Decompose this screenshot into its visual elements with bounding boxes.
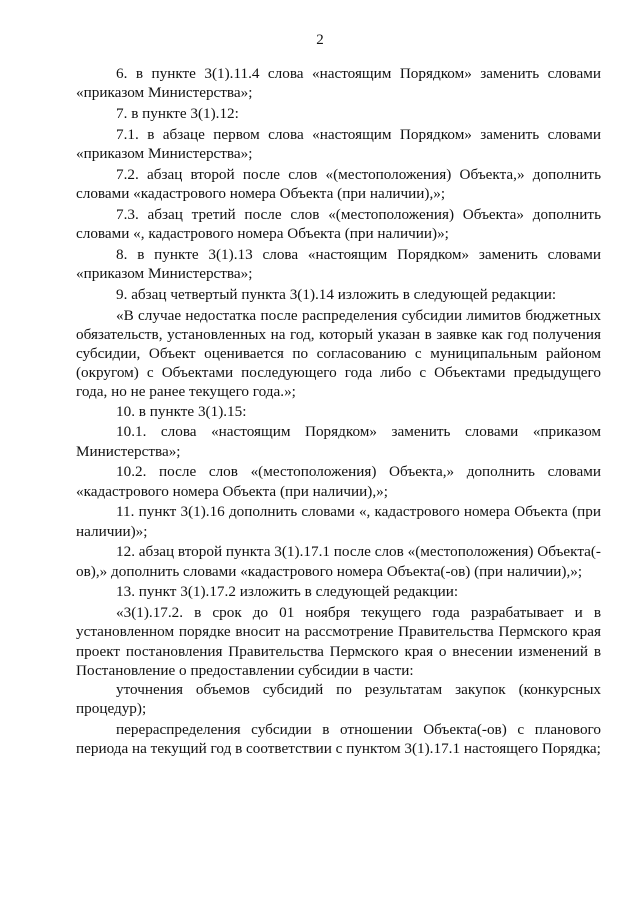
paragraph-item-7: 7. в пункте 3(1).12:	[116, 105, 239, 122]
paragraph-clarification: уточнения объемов субсидий по результатам закупок (конкурсных процедур);	[76, 681, 601, 718]
quoted-paragraph-3-1-14: «В случае недостатка после распределения субсидии лимитов бюджетных обязательств, установленных на год, который указан в заявке как год получения субсидии, Объект оценивается по согласованию с муниципальным районом (округом) с Объектами последующего года либо с Объектами предыдущего года, но не ранее текущего года.»;	[76, 306, 601, 401]
paragraph-item-10-1: 10.1. слова «настоящим Порядком» заменить словами «приказом Министерства»;	[76, 423, 601, 460]
page-number: 2	[316, 32, 324, 48]
paragraph-item-10-2: 10.2. после слов «(местоположения) Объекта,» дополнить словами «кадастрового номера Объекта (при наличии),»;	[76, 463, 601, 500]
paragraph-item-7-2: 7.2. абзац второй после слов «(местоположения) Объекта,» дополнить словами «кадастрового номера Объекта (при наличии),»;	[76, 165, 601, 202]
paragraph-item-7-1: 7.1. в абзаце первом слова «настоящим Порядком» заменить словами «приказом Министерства»;	[76, 125, 601, 162]
paragraph-item-11: 11. пункт 3(1).16 дополнить словами «, кадастрового номера Объекта (при наличии)»;	[76, 503, 601, 540]
paragraph-redistribution: перераспределения субсидии в отношении Объекта(-ов) с планового периода на текущий год в соответствии с пунктом 3(1).17.1 настоящего Порядка;	[76, 721, 601, 758]
paragraph-item-12: 12. абзац второй пункта 3(1).17.1 после слов «(местоположения) Объекта(-ов),» дополнить словами «кадастрового номера Объекта(-ов) (при наличии),»;	[76, 543, 601, 580]
paragraph-item-10: 10. в пункте 3(1).15:	[116, 402, 247, 420]
paragraph-item-9: 9. абзац четвертый пункта 3(1).14 изложить в следующей редакции:	[116, 285, 557, 303]
paragraph-item-7-3: 7.3. абзац третий после слов «(местоположения) Объекта» дополнить словами «, кадастрового номера Объекта (при наличии)»;	[76, 205, 601, 242]
paragraph-item-8: 8. в пункте 3(1).13 слова «настоящим Порядком» заменить словами «приказом Министерства»;	[76, 245, 601, 282]
document-body	[76, 64, 601, 760]
paragraph-item-6: 6. в пункте 3(1).11.4 слова «настоящим Порядком» заменить словами «приказом Министерства»;	[76, 65, 601, 102]
quoted-paragraph-3-1-17-2: «3(1).17.2. в срок до 01 ноября текущего года разрабатывает и в установленном порядке вносит на рассмотрение Правительства Пермского края проект постановления Правительства Пермского края о внесении изменений в Постановление о предоставлении субсидии в части:	[76, 604, 601, 679]
paragraph-item-13: 13. пункт 3(1).17.2 изложить в следующей редакции:	[116, 583, 459, 601]
